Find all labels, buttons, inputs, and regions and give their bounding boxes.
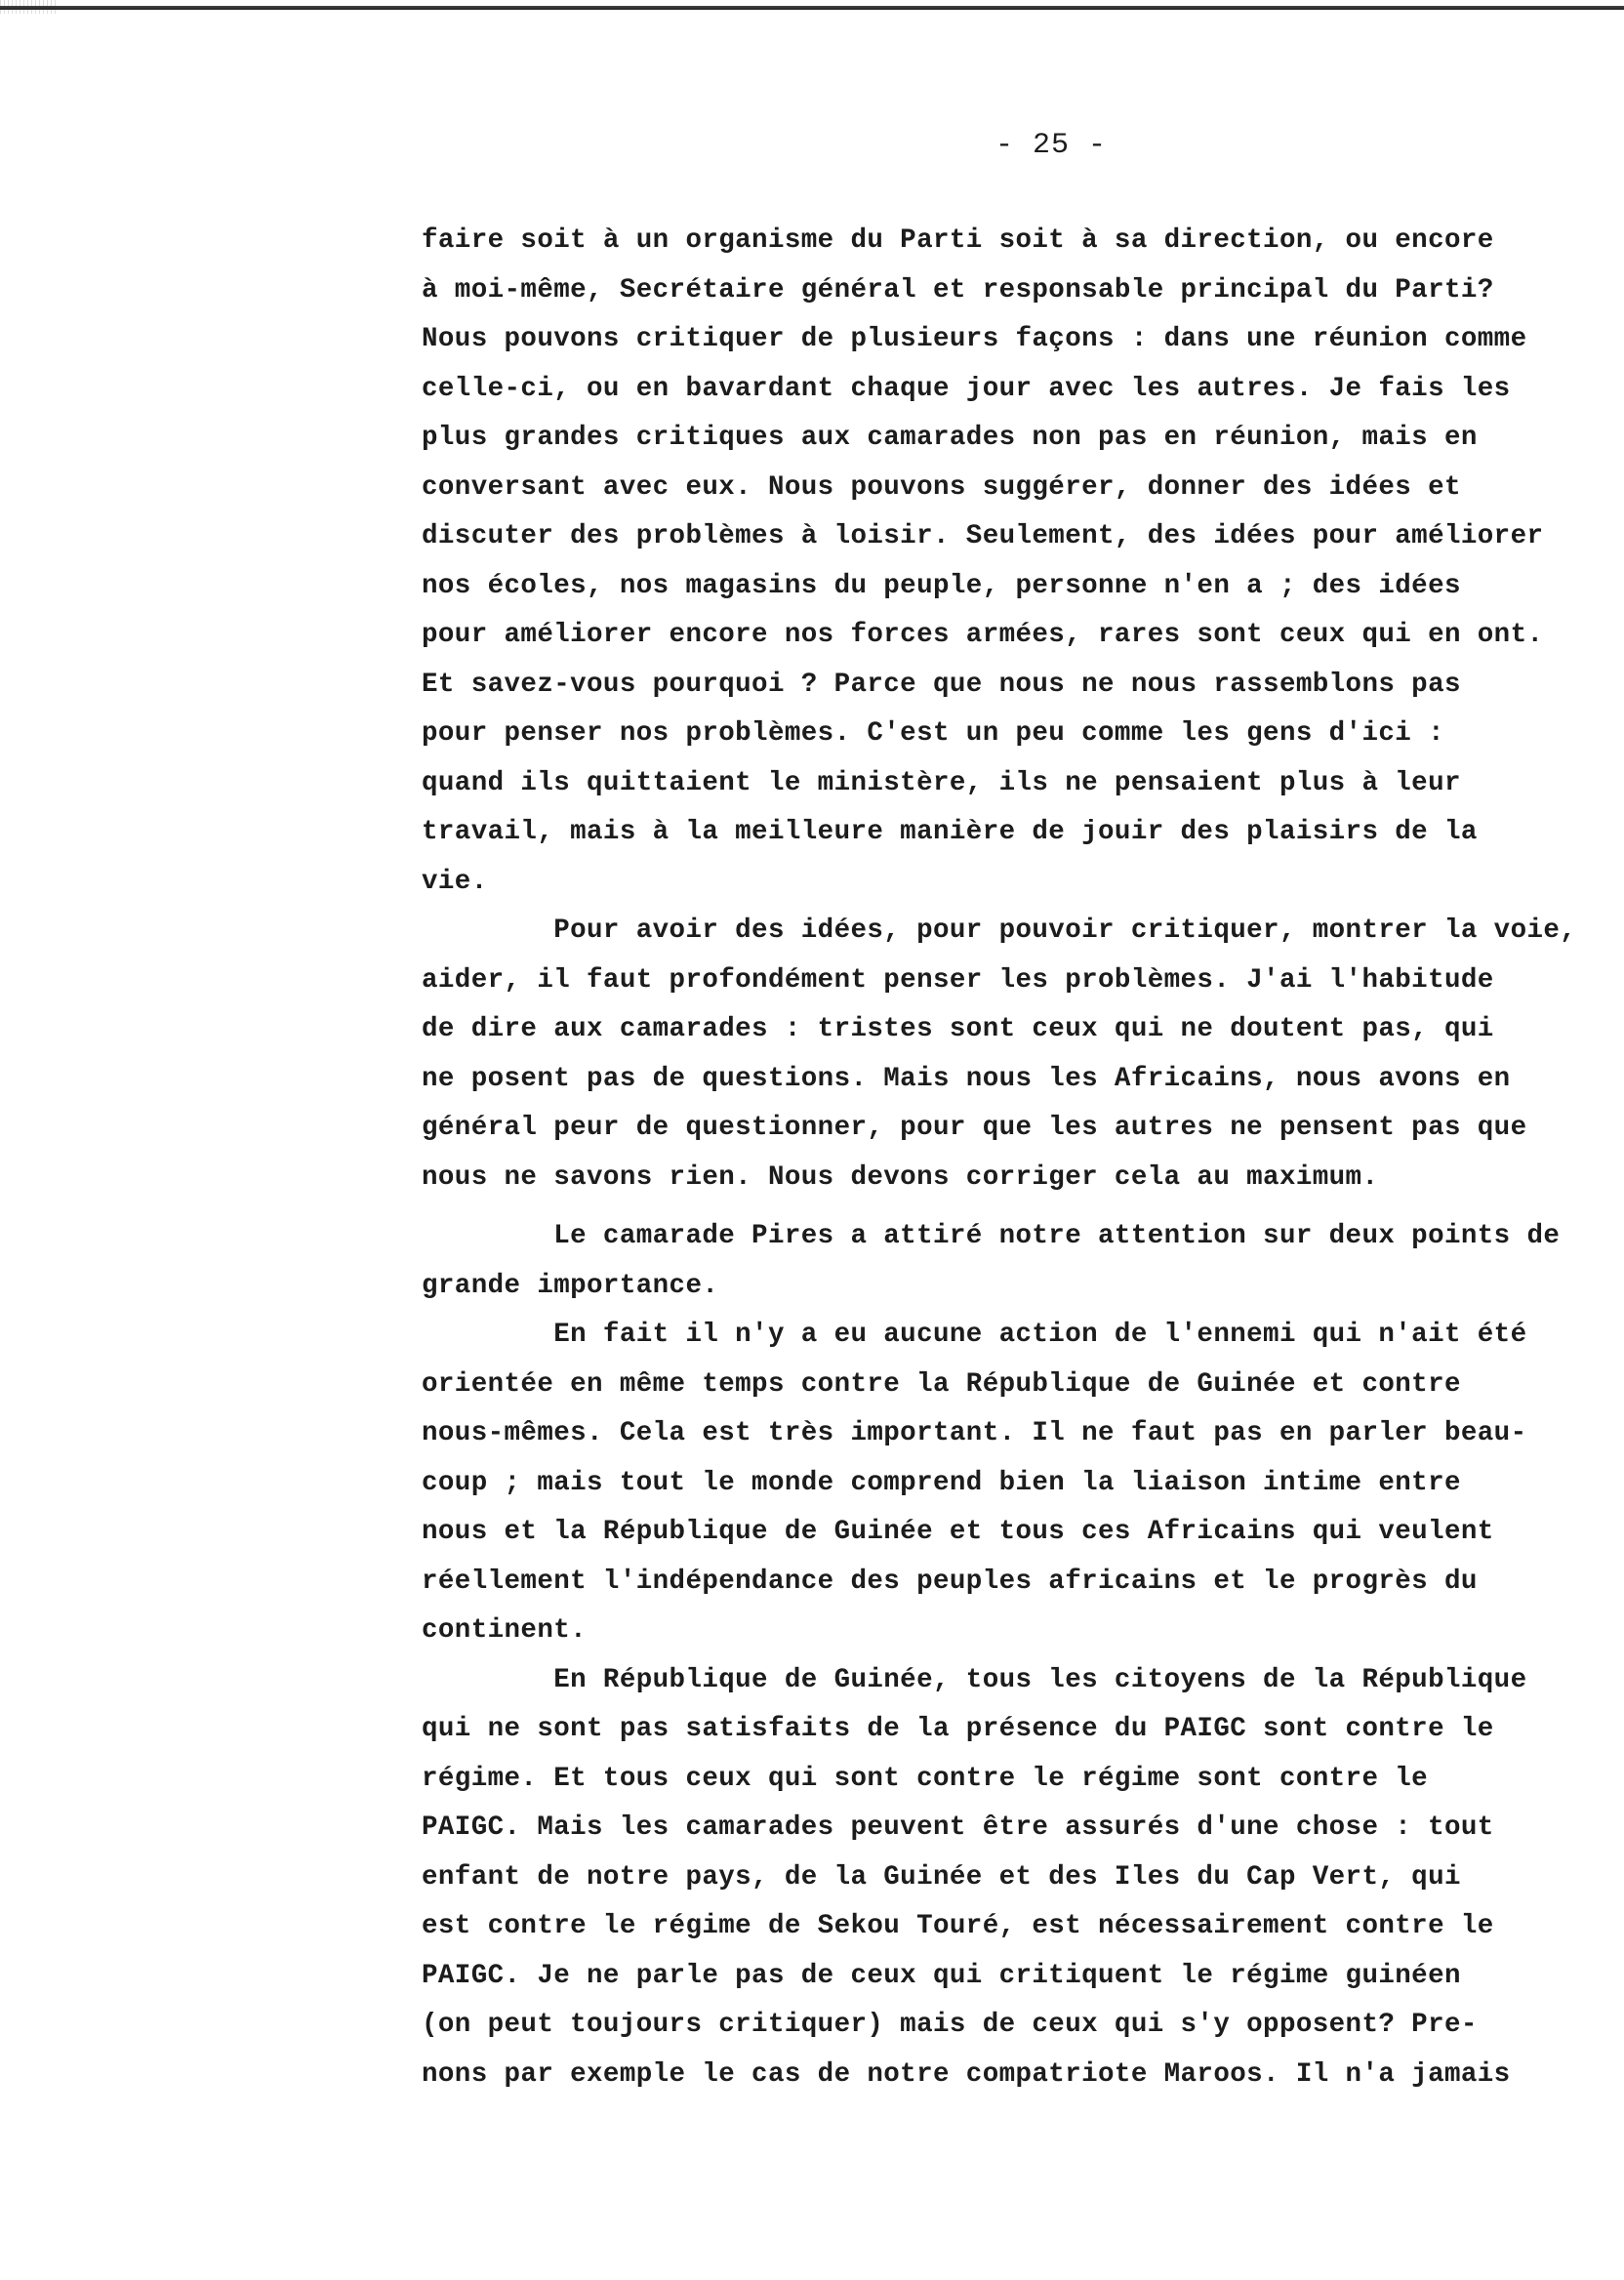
text-line: régime. Et tous ceux qui sont contre le régime sont contre le xyxy=(422,1763,1429,1794)
text-line: (on peut toujours critiquer) mais de ceux qui s'y opposent? Pre- xyxy=(422,2010,1478,2040)
text-line: nos écoles, nos magasins du peuple, personne n'en a ; des idées xyxy=(422,570,1461,601)
text-line: PAIGC. Mais les camarades peuvent être assurés d'une chose : tout xyxy=(422,1812,1494,1843)
text-line: ne posent pas de questions. Mais nous les Africains, nous avons en xyxy=(422,1063,1511,1094)
text-line: Et savez-vous pourquoi ? Parce que nous ne nous rassemblons pas xyxy=(422,669,1461,700)
text-line: orientée en même temps contre la République de Guinée et contre xyxy=(422,1368,1461,1400)
text-line: aider, il faut profondément penser les problèmes. J'ai l'habitude xyxy=(422,964,1494,996)
text-line: conversant avec eux. Nous pouvons suggérer, donner des idées et xyxy=(422,471,1461,503)
text-line: PAIGC. Je ne parle pas de ceux qui critiquent le régime guinéen xyxy=(422,1960,1461,1991)
text-line: qui ne sont pas satisfaits de la présence du PAIGC sont contre le xyxy=(422,1714,1494,1744)
text-line: vie. xyxy=(422,866,488,897)
text-line: celle-ci, ou en bavardant chaque jour avec les autres. Je fais les xyxy=(422,373,1511,404)
text-line: plus grandes critiques aux camarades non pas en réunion, mais en xyxy=(422,423,1478,453)
page-number: - 25 - xyxy=(995,129,1108,162)
text-line: pour penser nos problèmes. C'est un peu comme les gens d'ici : xyxy=(422,718,1444,749)
text-line: nous ne savons rien. Nous devons corriger cela au maximum. xyxy=(422,1161,1379,1193)
text-line: réellement l'indépendance des peuples africains et le progrès du xyxy=(422,1566,1478,1597)
text-line: coup ; mais tout le monde comprend bien la liaison intime entre xyxy=(422,1467,1461,1498)
text-line: nons par exemple le cas de notre compatriote Maroos. Il n'a jamais xyxy=(422,2058,1511,2090)
text-line: quand ils quittaient le ministère, ils ne pensaient plus à leur xyxy=(422,767,1461,798)
text-line: En République de Guinée, tous les citoyens de la République xyxy=(422,1664,1527,1695)
text-line: faire soit à un organisme du Parti soit à sa direction, ou encore xyxy=(422,225,1494,256)
text-line: En fait il n'y a eu aucune action de l'ennemi qui n'ait été xyxy=(422,1320,1527,1350)
text-line: enfant de notre pays, de la Guinée et des Iles du Cap Vert, qui xyxy=(422,1861,1461,1893)
text-line: est contre le régime de Sekou Touré, est nécessairement contre le xyxy=(422,1911,1494,1941)
text-line: général peur de questionner, pour que les autres ne pensent pas que xyxy=(422,1113,1527,1143)
body-text xyxy=(422,217,1603,2099)
text-line: Le camarade Pires a attiré notre attention sur deux points de xyxy=(422,1221,1561,1251)
text-line: Nous pouvons critiquer de plusieurs façons : dans une réunion comme xyxy=(422,324,1527,354)
text-line: continent. xyxy=(422,1615,588,1646)
text-line: travail, mais à la meilleure manière de jouir des plaisirs de la xyxy=(422,817,1478,847)
text-line: pour améliorer encore nos forces armées, rares sont ceux qui en ont. xyxy=(422,620,1544,650)
text-line: Pour avoir des idées, pour pouvoir critiquer, montrer la voie, xyxy=(422,916,1577,946)
text-line: discuter des problèmes à loisir. Seulement, des idées pour améliorer xyxy=(422,521,1544,551)
text-line: nous-mêmes. Cela est très important. Il ne faut pas en parler beau- xyxy=(422,1418,1527,1448)
text-line: nous et la République de Guinée et tous ces Africains qui veulent xyxy=(422,1517,1494,1547)
text-line: de dire aux camarades : tristes sont ceux qui ne doutent pas, qui xyxy=(422,1014,1494,1044)
text-line: à moi-même, Secrétaire général et responsable principal du Parti? xyxy=(422,274,1494,305)
top-border-line xyxy=(0,6,1624,10)
text-line: grande importance. xyxy=(422,1270,719,1301)
